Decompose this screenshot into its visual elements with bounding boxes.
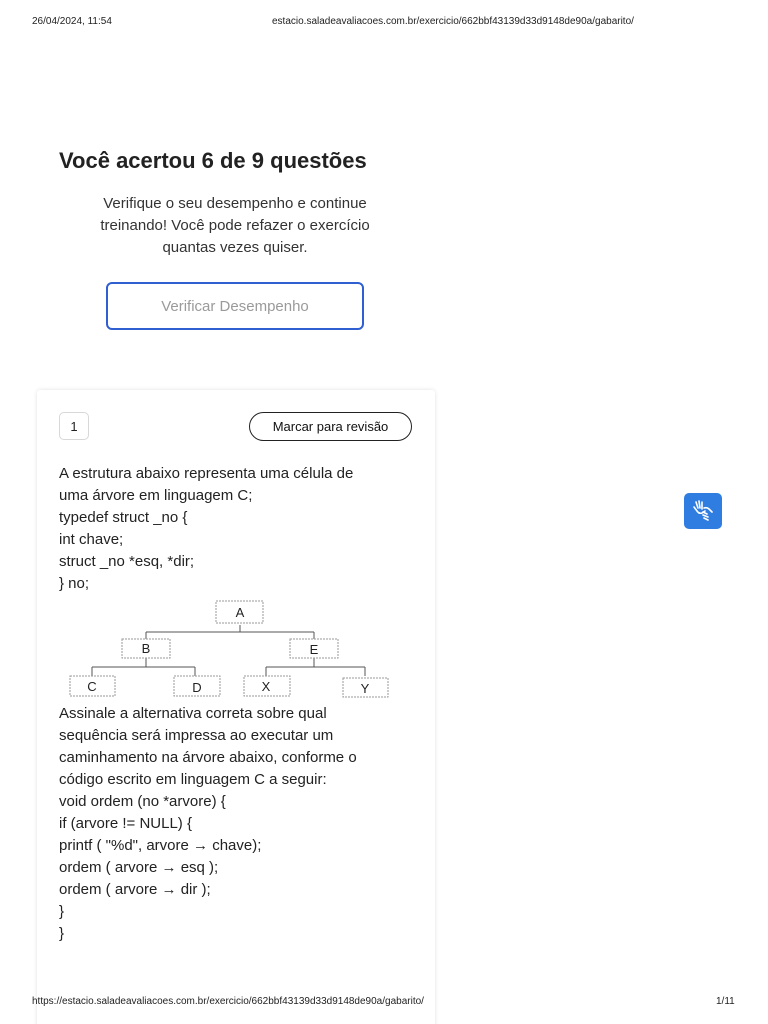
- print-page-number: 1/11: [716, 996, 735, 1007]
- question-body-line: Assinale a alternativa correta sobre qual: [59, 705, 327, 722]
- question-number[interactable]: 1: [59, 412, 89, 440]
- tree-node-b: B: [141, 641, 151, 656]
- print-datetime: 26/04/2024, 11:54: [32, 16, 112, 27]
- tree-node-e: E: [309, 642, 319, 657]
- question-body-line: sequência será impressa ao executar um: [59, 727, 334, 744]
- question-body: [59, 703, 399, 945]
- mark-for-review-button[interactable]: Marcar para revisão: [249, 412, 412, 441]
- question-body-line: printf ( "%d", arvore → chave);: [59, 837, 262, 854]
- verify-performance-button[interactable]: Verificar Desempenho: [106, 282, 364, 330]
- sign-language-button[interactable]: [684, 493, 722, 529]
- question-intro-line: struct _no *esq, *dir;: [59, 553, 195, 570]
- question-intro: [59, 463, 399, 595]
- print-header-url: estacio.saladeavaliacoes.com.br/exercicio/662bbf43139d33d9148de90a/gabarito/: [272, 16, 634, 27]
- question-intro-line: uma árvore em linguagem C;: [59, 487, 253, 504]
- question-intro-line: } no;: [59, 575, 90, 592]
- question-body-line: }: [59, 925, 65, 942]
- tree-node-a: A: [235, 605, 245, 620]
- question-body-line: código escrito em linguagem C a seguir:: [59, 771, 327, 788]
- question-body-line: ordem ( arvore → esq );: [59, 859, 219, 876]
- question-body-line: ordem ( arvore → dir );: [59, 881, 211, 898]
- tree-node-d: D: [192, 680, 202, 695]
- tree-node-x: X: [261, 679, 271, 694]
- sign-language-hands-icon: [691, 499, 715, 523]
- question-body-line: if (arvore != NULL) {: [59, 815, 192, 832]
- question-body-line: }: [59, 903, 65, 920]
- binary-tree-diagram: [67, 598, 397, 700]
- question-body-line: void ordem (no *arvore) {: [59, 793, 226, 810]
- result-title: Você acertou 6 de 9 questões: [59, 148, 367, 173]
- question-card: [37, 390, 435, 1024]
- question-intro-line: typedef struct _no {: [59, 509, 188, 526]
- tree-node-y: Y: [360, 681, 370, 696]
- question-intro-line: A estrutura abaixo representa uma célula de: [59, 465, 354, 482]
- result-subtitle: Verifique o seu desempenho e continue treinando! Você pode refazer o exercício quantas vezes quiser.: [100, 195, 370, 256]
- print-footer-url: https://estacio.saladeavaliacoes.com.br/exercicio/662bbf43139d33d9148de90a/gabarito/: [32, 996, 424, 1007]
- tree-node-c: C: [87, 679, 97, 694]
- question-body-line: caminhamento na árvore abaixo, conforme o: [59, 749, 357, 766]
- question-intro-line: int chave;: [59, 531, 124, 548]
